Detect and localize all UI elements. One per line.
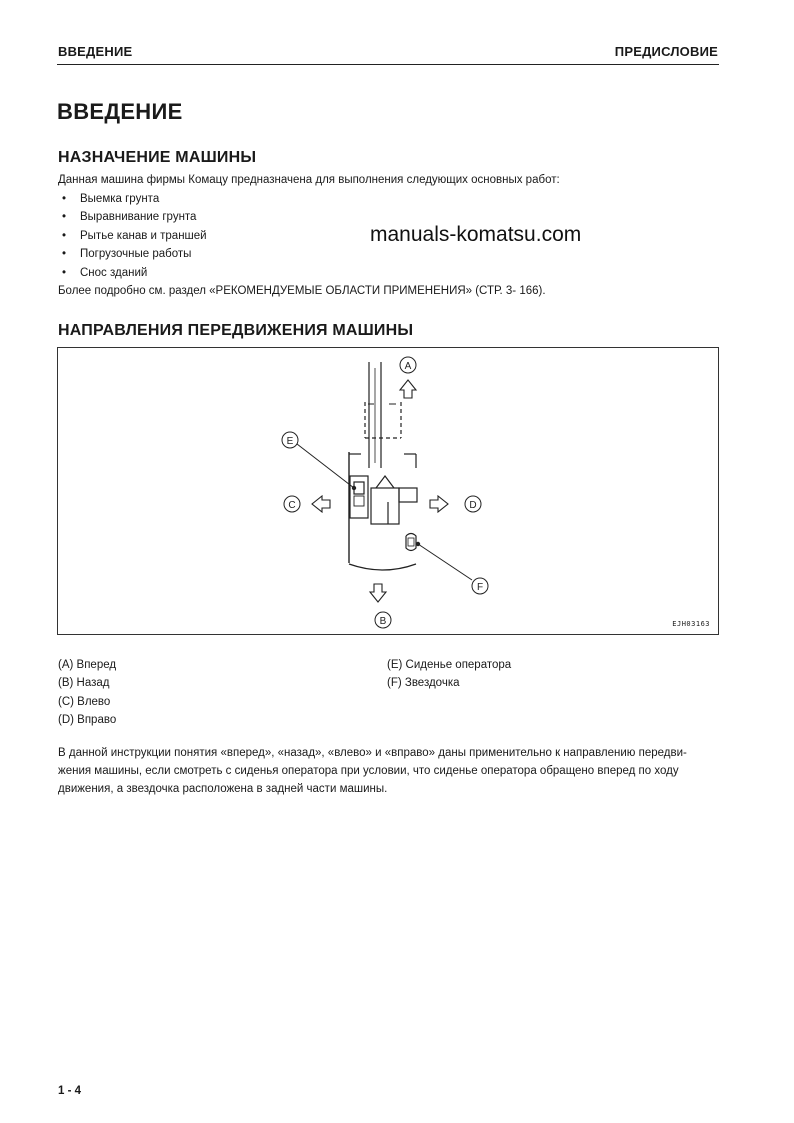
header-divider xyxy=(57,64,719,65)
section-heading-purpose: НАЗНАЧЕНИЕ МАШИНЫ xyxy=(58,149,257,166)
bullet-marker: • xyxy=(62,230,67,242)
legend-item-f: (F) Звездочка xyxy=(387,677,460,689)
purpose-note: Более подробно см. раздел «РЕКОМЕНДУЕМЫЕ ОБЛАСТИ ПРИМЕНЕНИЯ» (СТР. 3- 166). xyxy=(58,285,546,297)
legend-item-c: (C) Влево xyxy=(58,696,111,708)
list-item: Рытье канав и траншей xyxy=(80,230,207,242)
legend-item-d: (D) Вправо xyxy=(58,714,117,726)
bullet-marker: • xyxy=(62,267,67,279)
paragraph-line: движения, а звездочка расположена в задней части машины. xyxy=(58,783,388,795)
running-header-left: ВВЕДЕНИЕ xyxy=(58,44,133,59)
bullet-marker: • xyxy=(62,248,67,260)
bullet-marker: • xyxy=(62,193,67,205)
legend-item-b: (B) Назад xyxy=(58,677,110,689)
running-header-right: ПРЕДИСЛОВИЕ xyxy=(614,44,718,59)
label-d: D xyxy=(469,500,477,511)
list-item: Выемка грунта xyxy=(80,193,160,205)
list-item: Погрузочные работы xyxy=(80,248,192,260)
direction-diagram xyxy=(57,347,719,635)
figure-code: EJH03163 xyxy=(672,620,710,628)
label-e: E xyxy=(286,436,294,447)
section-heading-directions: НАПРАВЛЕНИЯ ПЕРЕДВИЖЕНИЯ МАШИНЫ xyxy=(58,322,414,339)
page-number: 1 - 4 xyxy=(58,1085,82,1097)
paragraph-line: В данной инструкции понятия «вперед», «назад», «влево» и «вправо» даны применительно к направлению передви- xyxy=(58,747,687,759)
list-item: Снос зданий xyxy=(80,267,148,279)
legend-item-e: (E) Сиденье оператора xyxy=(387,659,512,671)
bullet-marker: • xyxy=(62,211,67,223)
explanation-paragraph xyxy=(58,744,722,798)
label-a: A xyxy=(404,361,412,372)
page-title: ВВЕДЕНИЕ xyxy=(57,99,183,124)
label-c: C xyxy=(288,500,296,511)
purpose-intro: Данная машина фирмы Комацу предназначена для выполнения следующих основных работ: xyxy=(58,174,560,186)
legend-item-a: (A) Вперед xyxy=(58,659,117,671)
list-item: Выравнивание грунта xyxy=(80,211,197,223)
machine-topview-drawing xyxy=(58,348,720,636)
paragraph-line: жения машины, если смотреть с сиденья оператора при условии, что сиденье оператора обращено вперед по ходу xyxy=(58,765,679,777)
label-b: B xyxy=(379,616,387,627)
watermark: manuals-komatsu.com xyxy=(370,223,582,246)
label-f: F xyxy=(476,582,484,593)
